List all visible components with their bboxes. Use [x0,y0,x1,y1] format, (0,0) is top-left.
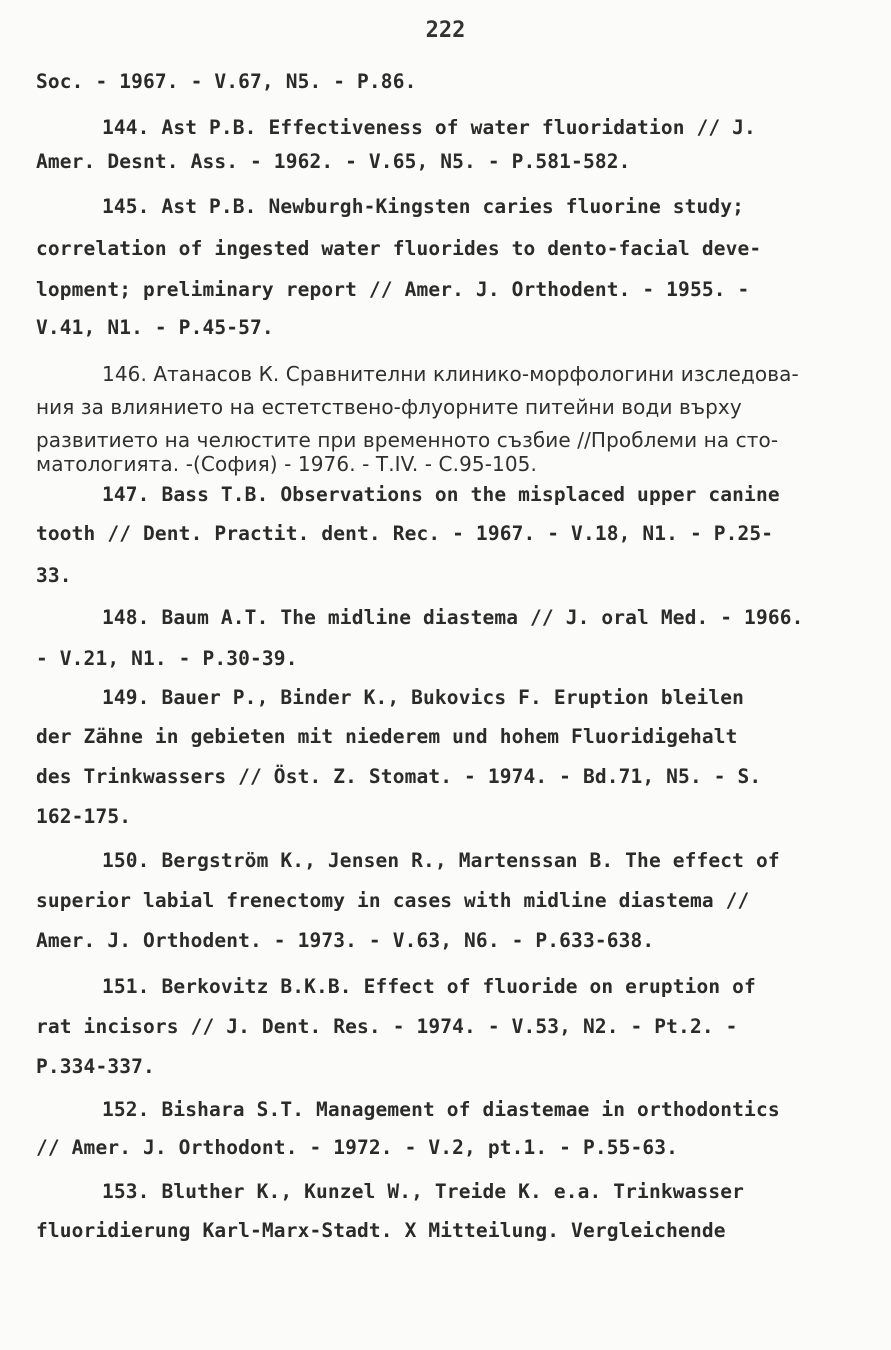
ref-line: 153. Bluther K., Kunzel W., Treide K. e.a. Trinkwasser [102,1180,745,1203]
ref-line: 149. Bauer P., Binder K., Bukovics F. Eruption bleilen [102,686,745,709]
ref-line: lopment; preliminary report // Amer. J. Orthodent. - 1955. - [36,278,750,301]
ref-line: 151. Berkovitz B.K.B. Effect of fluoride on eruption of [102,975,756,998]
ref-line: fluoridierung Karl-Marx-Stadt. X Mitteilung. Vergleichende [36,1219,726,1242]
ref-line: Amer. J. Orthodent. - 1973. - V.63, N6. - P.633-638. [36,929,655,952]
ref-line: correlation of ingested water fluorides to dento-facial deve- [36,237,762,260]
ref-line: rat incisors // J. Dent. Res. - 1974. - V.53, N2. - Pt.2. - [36,1015,738,1038]
ref-line: tooth // Dent. Practit. dent. Rec. - 1967. - V.18, N1. - P.25- [36,522,774,545]
ref-line: ния за влиянието на естетствено-флуорните питейни води върху [36,395,742,419]
ref-line: // Amer. J. Orthodont. - 1972. - V.2, pt.1. - P.55-63. [36,1136,679,1159]
ref-line: развитието на челюстите при временното съзбие //Проблеми на сто- [36,428,779,452]
page-number: 222 [425,18,466,43]
ref-line: Amer. Desnt. Ass. - 1962. - V.65, N5. - P.581-582. [36,150,631,173]
ref-line: der Zähne in gebieten mit niederem und hohem Fluoridigehalt [36,725,738,748]
ref-line: superior labial frenectomy in cases with midline diastema // [36,889,750,912]
ref-line: 33. [36,564,72,587]
ref-line: P.334-337. [36,1055,155,1078]
ref-line: 146. Атанасов К. Сравнителни клинико-морфологини изследова- [102,362,799,386]
ref-line: 162-175. [36,805,132,828]
ref-line: матологията. -(София) - 1976. - Т.IV. - С.95-105. [36,452,537,476]
ref-line: 150. Bergström K., Jensen R., Martenssan B. The effect of [102,849,780,872]
ref-line: - V.21, N1. - P.30-39. [36,647,298,670]
ref-line: 145. Ast P.B. Newburgh-Kingsten caries fluorine study; [102,195,745,218]
ref-line: 152. Bishara S.T. Management of diastemae in orthodontics [102,1098,780,1121]
ref-line: des Trinkwassers // Öst. Z. Stomat. - 1974. - Bd.71, N5. - S. [36,765,762,788]
ref-line: 147. Bass T.B. Observations on the misplaced upper canine [102,483,780,506]
ref-line: Soc. - 1967. - V.67, N5. - P.86. [36,70,417,93]
ref-line: 144. Ast P.B. Effectiveness of water fluoridation // J. [102,116,756,139]
ref-line: V.41, N1. - P.45-57. [36,316,274,339]
ref-line: 148. Baum A.T. The midline diastema // J. oral Med. - 1966. [102,606,804,629]
